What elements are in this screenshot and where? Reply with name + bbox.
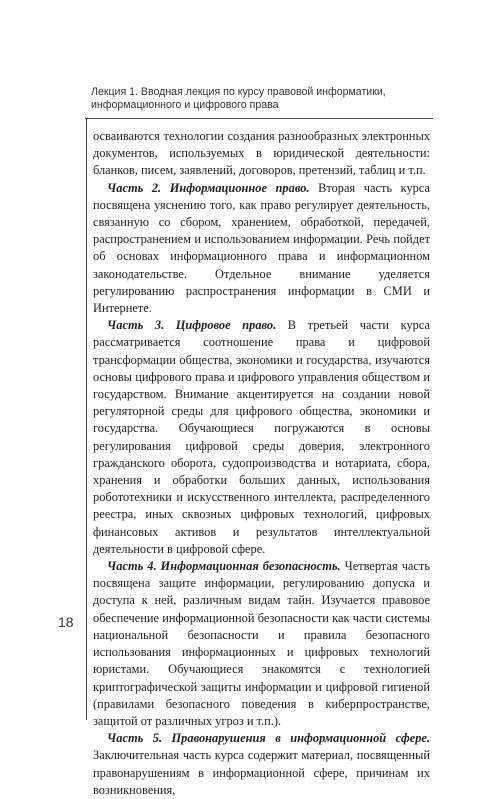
paragraph-text: Четвертая часть посвящена защите информации, регулированию допуска и доступа к ней, различным видам тайн. Изучается правовое обеспечение информационной безопасности как части системы национальной безопасности и правила безопасного использования информационных и цифровых технологий юристами. Обучающиеся знакомятся с технологией криптографической защиты информации и цифровой гигиеной (правилами безопасного поведения в киберпространстве, защитой от различных угроз и т.п.). [93, 559, 430, 728]
header-rule [85, 118, 433, 119]
margin-rule [86, 118, 87, 720]
paragraph-text: Вторая часть курса посвящена уяснению того, как право регулирует деятельность, связанную со сбором, хранением, обработкой, передачей, распространением и использованием информации. Речь пойдет об основах информационного права и информационном законодательстве. Отдельное внимание уделяется регулированию распространения информации в СМИ и Интернете. [93, 180, 430, 316]
running-head: Лекция 1. Вводная лекция по курсу правовой информатики, информационного и цифрового права [91, 86, 386, 111]
paragraph-part-5 [93, 730, 430, 799]
paragraph-text: Заключительная часть курса содержит материал, посвященный правонарушениям в информационной сфере, причинам их возникновения, [93, 748, 430, 797]
part-title: Часть 2. Информационное право. [107, 180, 310, 195]
paragraph-text: В третьей части курса рассматривается соотношение права и цифровой трансформации общества, экономики и государства, изучаются основы цифрового права и цифрового управления обществом и государством. Внимание акцентируется на создании новой регуляторной среды для цифрового общества, экономики и государства. Обучающиеся погружаются в основы регулирования цифровой среды доверия, электронного гражданского оборота, судопроизводства и нотариата, сбора, хранения и обработки больших данных, использования робототехники и искусственного интеллекта, распределенного реестра, иных сквозных цифровых технологий, цифровых финансовых активов и результатов интеллектуальной деятельности в цифровой сфере. [93, 318, 430, 556]
part-title: Часть 3. Цифровое право. [107, 318, 277, 333]
part-title: Часть 5. Правонарушения в информационной сфере. [107, 731, 430, 746]
paragraph-continued [93, 128, 430, 180]
paragraph-part-4 [93, 558, 430, 730]
paragraph-part-3 [93, 317, 430, 558]
part-title: Часть 4. Информационная безопасность. [107, 559, 341, 574]
paragraph-part-2 [93, 180, 430, 318]
paragraph-text: осваиваются технологии создания разнообразных электронных документов, используемых в юридической деятельности: бланков, писем, заявлений, договоров, претензий, таблиц и т.п. [93, 129, 430, 178]
body-text [93, 128, 430, 799]
page-number: 18 [58, 614, 74, 630]
